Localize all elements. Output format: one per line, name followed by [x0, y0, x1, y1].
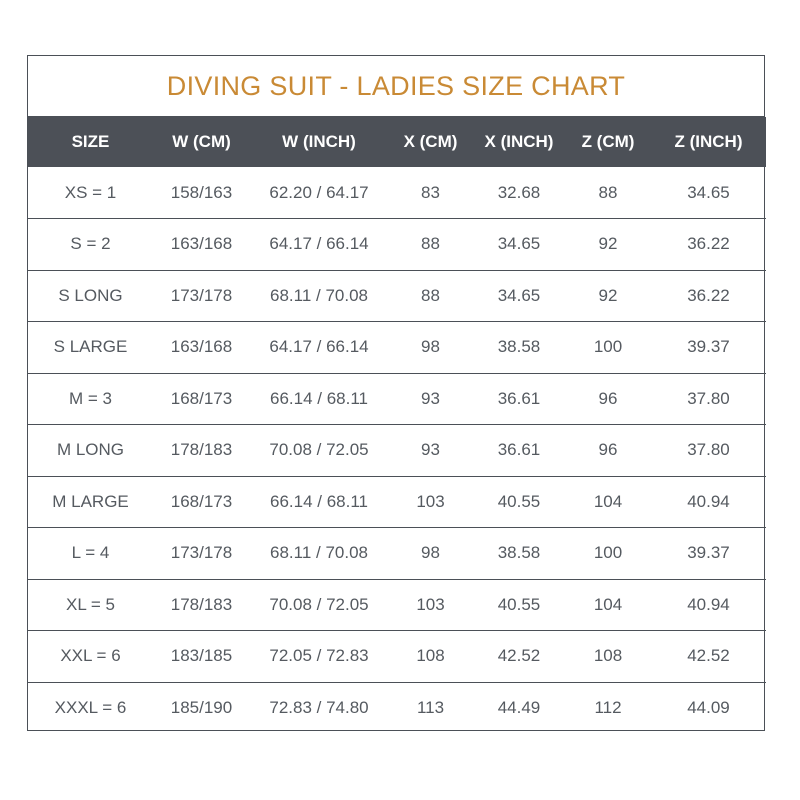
chart-title: DIVING SUIT - LADIES SIZE CHART: [28, 56, 764, 117]
cell-x-cm: 83: [421, 182, 440, 202]
cell-w-cm: 185/190: [170, 698, 233, 717]
header-x-cm: X (CM): [403, 132, 458, 151]
cell-z-inch: 39.37: [687, 543, 730, 563]
cell-w-inch: 70.08 / 72.05: [269, 440, 369, 460]
table-row: [28, 631, 766, 683]
cell-w-inch: 66.14 / 68.11: [270, 388, 368, 408]
cell-w-inch: 66.14 / 68.11: [270, 491, 368, 511]
cell-w-cm: 163/168: [170, 337, 233, 357]
cell-x-cm: 103: [416, 594, 445, 614]
table-row: [28, 373, 766, 425]
cell-x-cm: 113: [416, 698, 445, 717]
size-table: [28, 117, 766, 734]
cell-size: S LONG: [58, 285, 123, 305]
cell-size: XXXL = 6: [54, 698, 127, 717]
cell-w-inch: 70.08 / 72.05: [269, 594, 369, 614]
table-row: [28, 528, 766, 580]
cell-x-inch: 32.68: [497, 182, 541, 202]
cell-x-cm: 108: [416, 646, 445, 666]
cell-x-inch: 38.58: [497, 543, 541, 563]
cell-z-inch: 36.22: [687, 285, 730, 305]
table-row: [28, 476, 766, 528]
cell-x-cm: 98: [421, 337, 440, 357]
cell-w-cm: 158/163: [170, 182, 233, 202]
header-size: SIZE: [71, 132, 110, 151]
header-z-cm: Z (CM): [581, 132, 635, 151]
cell-w-cm: 168/173: [170, 388, 233, 408]
cell-x-cm: 98: [421, 543, 440, 563]
cell-z-inch: 36.22: [687, 234, 730, 254]
cell-w-inch: 64.17 / 66.14: [269, 337, 369, 357]
cell-z-cm: 88: [598, 182, 618, 202]
cell-w-inch: 72.05 / 72.83: [269, 646, 369, 666]
cell-z-inch: 44.09: [687, 698, 730, 717]
size-chart: [27, 55, 765, 731]
cell-w-inch: 68.11 / 70.08: [270, 285, 368, 305]
cell-x-inch: 34.65: [497, 234, 541, 254]
cell-z-inch: 40.94: [687, 594, 730, 614]
cell-w-cm: 168/173: [170, 491, 233, 511]
cell-w-inch: 72.83 / 74.80: [269, 698, 369, 717]
cell-w-cm: 173/178: [170, 285, 233, 305]
cell-z-inch: 34.65: [687, 182, 730, 202]
cell-x-inch: 42.52: [497, 646, 541, 666]
cell-z-cm: 108: [593, 646, 623, 666]
cell-z-inch: 37.80: [687, 440, 730, 460]
cell-x-inch: 34.65: [497, 285, 541, 305]
cell-z-inch: 40.94: [687, 491, 730, 511]
cell-w-inch: 68.11 / 70.08: [270, 543, 368, 563]
cell-x-inch: 36.61: [497, 440, 541, 460]
cell-x-cm: 103: [416, 491, 445, 511]
cell-z-cm: 96: [598, 440, 618, 460]
table-row: [28, 270, 766, 322]
table-row: [28, 322, 766, 374]
cell-w-cm: 178/183: [170, 594, 233, 614]
cell-size: S LARGE: [53, 337, 128, 357]
cell-x-inch: 38.58: [497, 337, 541, 357]
cell-x-inch: 36.61: [497, 388, 541, 408]
cell-w-inch: 62.20 / 64.17: [269, 182, 369, 202]
cell-x-cm: 88: [421, 234, 440, 254]
header-x-inch: X (INCH): [484, 132, 554, 151]
cell-z-cm: 112: [594, 698, 622, 717]
cell-size: M = 3: [69, 388, 112, 408]
cell-x-inch: 40.55: [497, 491, 541, 511]
cell-w-cm: 163/168: [170, 234, 233, 254]
cell-z-inch: 42.52: [687, 646, 730, 666]
table-row: [28, 579, 766, 631]
cell-x-inch: 40.55: [497, 594, 541, 614]
cell-size: M LARGE: [52, 491, 129, 511]
header-z-inch: Z (INCH): [674, 132, 743, 151]
cell-size: XS = 1: [64, 182, 117, 202]
cell-w-cm: 183/185: [170, 646, 233, 666]
cell-z-cm: 92: [598, 234, 618, 254]
header-w-cm: W (CM): [172, 132, 231, 151]
cell-z-inch: 39.37: [687, 337, 730, 357]
cell-z-inch: 37.80: [687, 388, 730, 408]
cell-z-cm: 92: [598, 285, 618, 305]
cell-w-cm: 173/178: [170, 543, 233, 563]
cell-x-cm: 88: [421, 285, 440, 305]
cell-size: L = 4: [71, 543, 110, 563]
cell-w-inch: 64.17 / 66.14: [269, 234, 369, 254]
cell-z-cm: 104: [593, 594, 623, 614]
cell-z-cm: 100: [593, 337, 623, 357]
table-row: [28, 167, 766, 219]
cell-x-cm: 93: [421, 440, 440, 460]
cell-size: XXL = 6: [60, 646, 121, 666]
cell-size: M LONG: [56, 440, 125, 460]
cell-w-cm: 178/183: [170, 440, 233, 460]
cell-size: XL = 5: [66, 594, 115, 614]
cell-x-cm: 93: [421, 388, 440, 408]
cell-size: S = 2: [70, 234, 111, 254]
cell-z-cm: 96: [598, 388, 618, 408]
table-row: [28, 682, 766, 734]
table-header-row: [28, 117, 766, 167]
table-body: [28, 167, 766, 734]
cell-z-cm: 100: [593, 543, 623, 563]
table-row: [28, 219, 766, 271]
table-row: [28, 425, 766, 477]
header-w-inch: W (INCH): [282, 132, 356, 151]
cell-z-cm: 104: [593, 491, 623, 511]
cell-x-inch: 44.49: [497, 698, 541, 717]
